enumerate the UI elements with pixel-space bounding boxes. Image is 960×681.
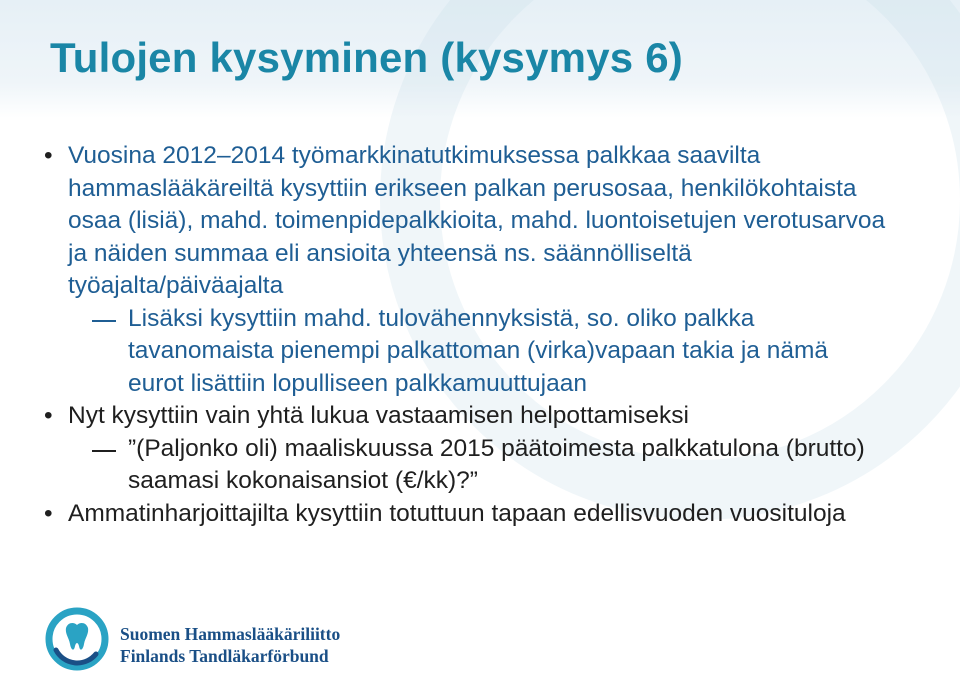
logo-text-swedish: Finlands Tandläkarförbund xyxy=(120,646,329,666)
tooth-ring-logo-icon xyxy=(44,606,110,672)
bullet-single-question: • Nyt kysyttiin vain yhtä lukua vastaamisen helpottamiseksi xyxy=(0,400,888,433)
bullet-survey-history: • Vuosina 2012–2014 työmarkkinatutkimuksessa palkkaa saavilta hammaslääkäreiltä kysyttiin erikseen palkan perusosaa, henkilökohtaista osaa (lisiä), mahd. toimenpidepalkkioita, mahd. luontoisetujen verotusarvoa ja näiden summaa eli ansioita yhteensä ns. säännölliseltä työajalta/päiväajalta xyxy=(0,140,888,303)
slide-title: Tulojen kysyminen (kysymys 6) xyxy=(50,34,683,81)
subbullet-income-deductions: Lisäksi kysyttiin mahd. tulovähennyksistä, so. oliko palkka tavanomaista pienempi palkattoman (virka)vapaan takia ja nämä eurot lisättiin lopulliseen palkkamuuttujaan xyxy=(0,303,888,401)
slide-content xyxy=(0,140,960,530)
subbullet-question-text: ”(Paljonko oli) maaliskuussa 2015 päätoimesta palkkatulona (brutto) saamasi kokonaisansiot (€/kk)?” xyxy=(0,433,888,498)
logo-text-finnish: Suomen Hammaslääkäriliitto xyxy=(120,624,341,644)
association-logo xyxy=(44,606,344,676)
bullet-self-employed: • Ammatinharjoittajilta kysyttiin totuttuun tapaan edellisvuoden vuosituloja xyxy=(0,498,918,531)
